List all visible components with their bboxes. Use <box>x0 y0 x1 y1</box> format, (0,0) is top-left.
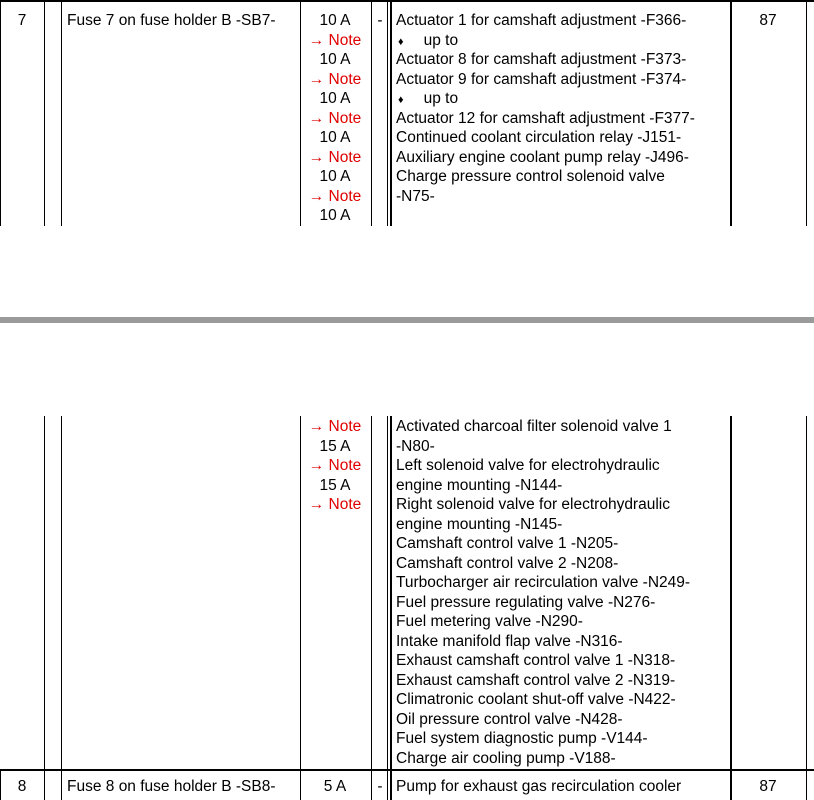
component-item: Camshaft control valve 2 -N208- <box>396 554 619 572</box>
column-divider <box>730 0 732 226</box>
component-list <box>396 11 695 206</box>
note-link[interactable]: → Note <box>308 418 362 435</box>
note-link[interactable]: → Note <box>308 457 362 474</box>
component-item: engine mounting -N144- <box>396 476 563 494</box>
range-label: up to <box>423 90 459 107</box>
column-divider <box>390 416 392 800</box>
component-list <box>396 417 690 768</box>
column-divider <box>387 0 388 226</box>
amperage-value: 10 A <box>319 90 351 107</box>
component-item: Charge pressure control solenoid valve <box>396 168 665 185</box>
component-item: Left solenoid valve for electrohydraulic <box>396 457 660 474</box>
component-item: Turbocharger air recirculation valve -N249- <box>396 574 691 591</box>
component-item: Pump for exhaust gas recirculation cooler <box>396 778 682 795</box>
diamond-bullet-icon: ♦ <box>398 35 404 48</box>
fuse-description: Fuse 7 on fuse holder B -SB7- <box>67 12 276 29</box>
component-item: Oil pressure control valve -N428- <box>396 710 623 728</box>
fuse-number: 7 <box>17 12 27 29</box>
component-item: Exhaust camshaft control valve 2 -N319- <box>396 671 676 689</box>
component-item: Charge air cooling pump -V188- <box>396 749 616 767</box>
component-item: -N80- <box>396 437 435 455</box>
column-divider <box>730 416 732 800</box>
note-link[interactable]: → Note <box>308 187 362 205</box>
component-item: Camshaft control valve 1 -N205- <box>396 535 619 552</box>
note-link[interactable]: → Note <box>308 496 362 513</box>
terminal-cell: 87 <box>759 778 777 795</box>
amperage-value: 10 A <box>319 168 351 185</box>
fuse-number: 8 <box>17 778 27 795</box>
page-divider <box>0 317 814 323</box>
column-divider <box>387 416 388 800</box>
row-separator <box>0 769 814 771</box>
component-item: Continued coolant circulation relay -J151- <box>396 129 682 146</box>
component-item: Fuel pressure regulating valve -N276- <box>396 593 656 611</box>
column-divider <box>390 0 392 226</box>
column-divider <box>44 0 45 226</box>
component-range-item <box>396 89 695 109</box>
component-item: Actuator 1 for camshaft adjustment -F366- <box>396 12 687 29</box>
fuse-table-page-bottom <box>0 416 814 800</box>
component-item: Fuel metering valve -N290- <box>396 613 583 630</box>
amperage-column <box>300 11 370 226</box>
amperage-column <box>300 417 370 515</box>
component-item: Actuator 12 for camshaft adjustment -F377- <box>396 109 695 127</box>
component-item: Fuel system diagnostic pump -V144- <box>396 730 648 747</box>
amperage-value: 10 A <box>319 12 351 29</box>
note-link[interactable]: → Note <box>308 70 362 88</box>
component-item: Actuator 8 for camshaft adjustment -F373- <box>396 51 687 68</box>
note-link[interactable]: → Note <box>308 109 362 127</box>
column-divider <box>371 0 372 226</box>
column-divider <box>61 416 62 800</box>
component-range-item <box>396 31 695 51</box>
column-divider <box>806 0 807 226</box>
column-divider <box>0 0 1 226</box>
component-item: Climatronic coolant shut-off valve -N422- <box>396 691 676 708</box>
component-item: engine mounting -N145- <box>396 515 563 533</box>
fuse-table-page-top <box>0 0 814 226</box>
dash-cell: - <box>377 12 383 29</box>
component-item: Right solenoid valve for electrohydraulic <box>396 496 670 513</box>
component-item: Activated charcoal filter solenoid valve 1 <box>396 418 672 435</box>
amperage-value: 10 A <box>319 207 351 224</box>
amperage-value: 15 A <box>319 437 351 455</box>
column-divider <box>44 416 45 800</box>
table-border-top <box>0 0 814 2</box>
terminal-cell: 87 <box>759 12 777 29</box>
dash-cell: - <box>377 778 383 795</box>
amperage-value: 15 A <box>319 476 351 494</box>
range-label: up to <box>423 31 459 49</box>
column-divider <box>806 416 807 800</box>
column-divider <box>61 0 62 226</box>
amperage-value: 10 A <box>319 51 351 68</box>
component-item: Intake manifold flap valve -N316- <box>396 632 623 650</box>
diamond-bullet-icon: ♦ <box>398 94 404 106</box>
component-item: -N75- <box>396 187 435 205</box>
amperage-value: 5 A <box>323 778 347 795</box>
component-item: Auxiliary engine coolant pump relay -J496- <box>396 148 689 166</box>
column-divider <box>371 416 372 800</box>
component-item: Exhaust camshaft control valve 1 -N318- <box>396 652 676 669</box>
component-item: Actuator 9 for camshaft adjustment -F374- <box>396 70 687 88</box>
amperage-value: 10 A <box>319 129 351 146</box>
note-link[interactable]: → Note <box>308 31 362 49</box>
fuse-description: Fuse 8 on fuse holder B -SB8- <box>67 778 276 795</box>
note-link[interactable]: → Note <box>308 148 362 166</box>
